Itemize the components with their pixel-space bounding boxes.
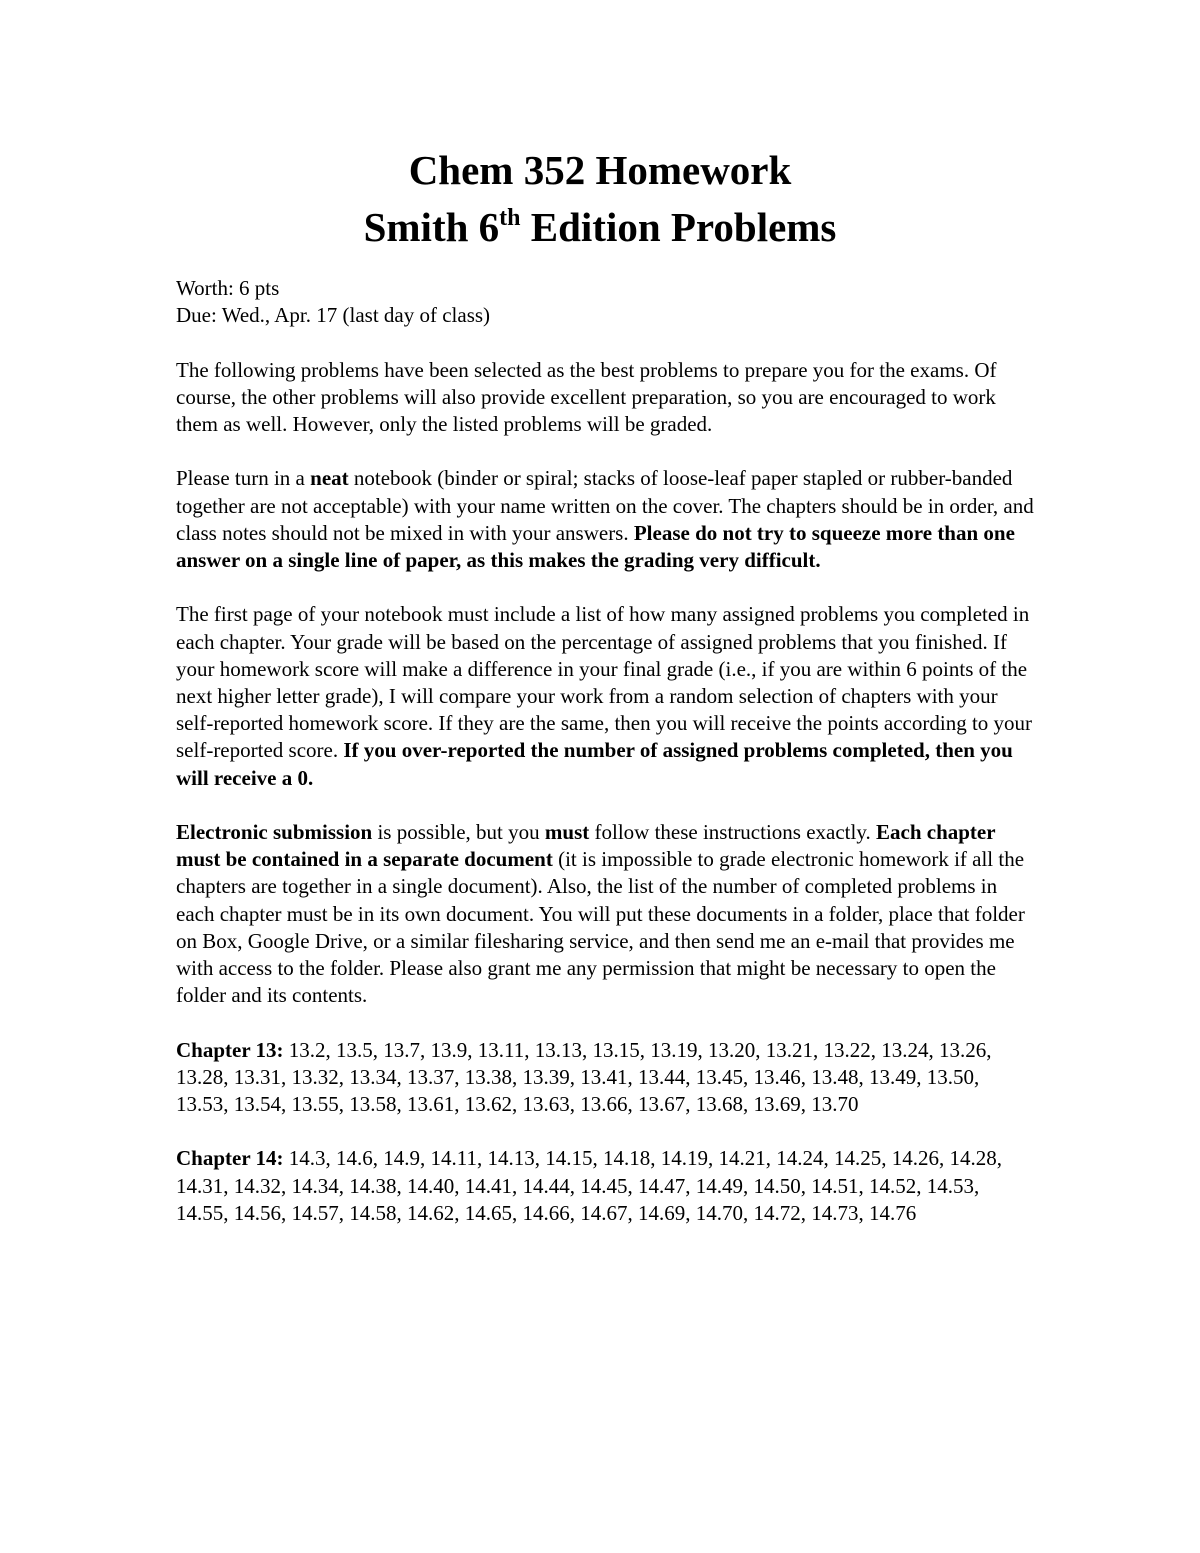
chapter-problem-list: 13.2, 13.5, 13.7, 13.9, 13.11, 13.13, 13.15, 13.19, 13.20, 13.21, 13.22, 13.24, 13.26, 13.28, 13.31, 13.32, 13.34, 13.37, 13.38, 13.39, 13.41, 13.44, 13.45, 13.46, 13.48, 13.49, 13.50, 13.53, 13.54, 13.55, 13.58, 13.61, 13.62, 13.63, 13.66, 13.67, 13.68, 13.69, 13.70: [176, 1037, 992, 1117]
chapter-problem-list: 14.3, 14.6, 14.9, 14.11, 14.13, 14.15, 14.18, 14.19, 14.21, 14.24, 14.25, 14.26, 14.28, 14.31, 14.32, 14.34, 14.38, 14.40, 14.41, 14.44, 14.45, 14.47, 14.49, 14.50, 14.51, 14.52, 14.53, 14.55, 14.56, 14.57, 14.58, 14.62, 14.65, 14.66, 14.67, 14.69, 14.70, 14.72, 14.73, 14.76: [176, 1146, 1003, 1225]
notebook-text-2: notebook (binder or spiral; stacks of loose-leaf paper stapled or rubber-banded together are not acceptable) with your name written on the cover. The chapters should be in order, and class notes should not be mixed in with your answers.: [176, 466, 1034, 545]
title-line-1: Chem 352 Homework: [408, 147, 792, 193]
electronic-rule: Each chapter must be contained in a separate document: [176, 820, 996, 872]
title-line-2-end: Edition Problems: [520, 204, 837, 250]
electronic-text-3: (it is impossible to grade electronic homework if all the chapters are together in a single document). Also, the list of the number of completed problems in each chapter must be in its own document. You will put these documents in a folder, place that folder on Box, Google Drive, or a similar filesharing service, and then send me an e-mail that provides me with access to the folder. Please also grant me any permission that might be necessary to open the folder and its contents.: [176, 847, 1025, 1008]
electronic-paragraph: [176, 819, 1036, 1009]
electronic-heading: Electronic submission: [176, 820, 373, 844]
intro-paragraph: The following problems have been selected as the best problems to prepare you for the exams. Of course, the other problems will also provide excellent preparation, so you are encouraged to work them as well. However, only the listed problems will be graded.: [176, 357, 997, 436]
electronic-must: must: [544, 820, 590, 844]
title-line-2: [176, 199, 1024, 256]
chapter-14-problems: [176, 1145, 1036, 1227]
title-superscript: th: [499, 205, 521, 231]
grading-warning: If you over-reported the number of assigned problems completed, then you will receive a 0.: [176, 738, 1013, 790]
chapter-13-problems: [176, 1037, 1036, 1119]
chapter-label: Chapter 14:: [176, 1146, 284, 1171]
electronic-text-1: is possible, but you: [372, 820, 545, 844]
notebook-paragraph: [176, 465, 1036, 574]
notebook-emphasis: neat: [310, 466, 349, 491]
chapter-label: Chapter 13:: [176, 1037, 284, 1062]
notebook-text-1: Please turn in a: [176, 466, 311, 491]
document-title: [176, 142, 1024, 256]
worth-line: Worth: 6 pts: [176, 276, 280, 300]
assignment-meta: [176, 275, 1036, 329]
due-line: Due: Wed., Apr. 17 (last day of class): [176, 303, 491, 328]
title-line-2-start: Smith 6: [363, 204, 500, 250]
grading-paragraph: [176, 601, 1036, 791]
electronic-text-2: follow these instructions exactly.: [589, 820, 876, 844]
notebook-warning: Please do not try to squeeze more than one answer on a single line of paper, as this makes the grading very difficult.: [176, 520, 1015, 572]
grading-text: The first page of your notebook must include a list of how many assigned problems you completed in each chapter. Your grade will be based on the percentage of assigned problems that you finished. If your homework score will make a difference in your final grade (i.e., if you are within 6 points of the next higher letter grade), I will compare your work from a random selection of chapters with your self-reported homework score. If they are the same, then you will receive the points according to your self-reported score.: [176, 602, 1033, 763]
document-body: [176, 275, 1036, 1254]
